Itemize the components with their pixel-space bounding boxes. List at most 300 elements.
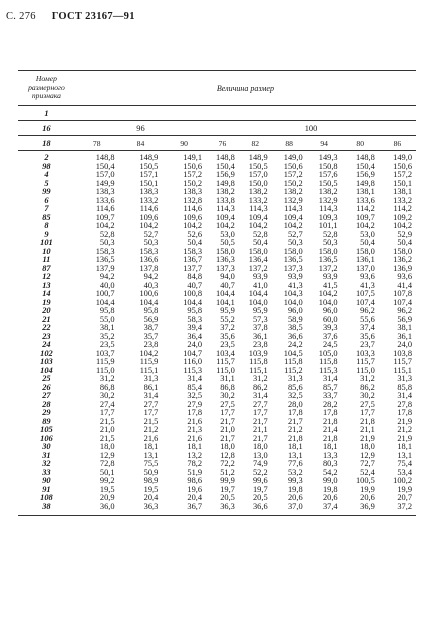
table-cell: 150,0 bbox=[248, 178, 268, 188]
table-cell: 24,0 bbox=[187, 340, 203, 349]
feature-number: 23 bbox=[42, 331, 51, 341]
table-cell: 40,3 bbox=[143, 280, 159, 290]
table-cell: 115,0 bbox=[356, 365, 375, 375]
table-cell: 95,8 bbox=[99, 306, 115, 315]
table-row bbox=[18, 367, 416, 376]
table-cell: 60,0 bbox=[322, 314, 338, 324]
table-cell: 104,2 bbox=[95, 221, 115, 230]
table-cell: 149,0 bbox=[283, 153, 303, 162]
size-label: 80 bbox=[356, 138, 364, 148]
table-cell: 13,1 bbox=[143, 450, 159, 460]
table-cell: 138,2 bbox=[216, 187, 235, 196]
table-cell: 23,8 bbox=[143, 340, 159, 349]
table-cell: 157,6 bbox=[318, 170, 338, 179]
table-row bbox=[18, 333, 416, 342]
table-cell: 157,2 bbox=[183, 170, 203, 179]
table-cell: 19,8 bbox=[322, 484, 338, 494]
table-cell: 50,4 bbox=[360, 238, 375, 247]
table-cell: 98,9 bbox=[143, 476, 159, 485]
table-cell: 86,1 bbox=[143, 382, 159, 392]
table-cell: 149,1 bbox=[183, 153, 203, 162]
table-cell: 53,4 bbox=[397, 467, 412, 477]
table-cell: 109,7 bbox=[355, 212, 375, 222]
table-cell: 20,4 bbox=[187, 493, 203, 502]
table-cell: 93,9 bbox=[322, 272, 338, 281]
feature-number: 90 bbox=[42, 476, 51, 485]
table-cell: 115,7 bbox=[393, 357, 412, 366]
table-cell: 84,8 bbox=[187, 272, 203, 281]
table-cell: 109,7 bbox=[95, 212, 115, 222]
table-cell: 17,7 bbox=[143, 408, 159, 417]
table-cell: 18,0 bbox=[360, 442, 375, 451]
table-cell: 52,8 bbox=[99, 229, 115, 239]
table-cell: 18,1 bbox=[187, 442, 203, 451]
table-cell: 109,6 bbox=[139, 212, 159, 222]
size-label: 82 bbox=[251, 138, 260, 148]
table-cell: 27,5 bbox=[360, 399, 375, 409]
table-cell: 36,4 bbox=[187, 331, 203, 341]
table-cell: 35,6 bbox=[360, 331, 375, 341]
table-cell: 137,0 bbox=[355, 263, 375, 273]
table-cell: 31,3 bbox=[143, 374, 159, 383]
feature-number: 87 bbox=[42, 263, 51, 273]
table-cell: 13,1 bbox=[397, 450, 412, 460]
table-cell: 100,2 bbox=[393, 476, 412, 485]
feature-number: 12 bbox=[42, 272, 51, 281]
table-cell: 104,0 bbox=[248, 297, 268, 307]
table-cell: 93,9 bbox=[252, 272, 268, 281]
feature-number: 6 bbox=[44, 195, 49, 205]
feature-number: 27 bbox=[42, 391, 51, 400]
table-row bbox=[18, 392, 416, 401]
table-cell: 36,9 bbox=[360, 501, 375, 511]
feature-number: 102 bbox=[40, 348, 53, 358]
feature-number: 32 bbox=[42, 459, 51, 468]
table-cell: 136,4 bbox=[248, 255, 268, 264]
table-cell: 19,9 bbox=[397, 484, 412, 494]
table-cell: 75,4 bbox=[397, 459, 412, 468]
feature-number: 7 bbox=[44, 204, 49, 213]
table-cell: 21,8 bbox=[360, 416, 375, 426]
table-cell: 115,0 bbox=[216, 365, 235, 375]
table-cell: 115,8 bbox=[319, 357, 338, 366]
table-row bbox=[18, 324, 416, 333]
feature-number: 108 bbox=[40, 493, 53, 502]
table-cell: 58,9 bbox=[287, 314, 303, 324]
table-cell: 27,7 bbox=[252, 399, 268, 409]
table-cell: 133,8 bbox=[216, 195, 235, 205]
table-cell: 31,3 bbox=[397, 374, 412, 383]
table-row bbox=[18, 409, 416, 418]
feature-number: 38 bbox=[42, 501, 51, 511]
table-cell: 150,8 bbox=[318, 161, 338, 171]
table-cell: 21,5 bbox=[99, 433, 115, 443]
table-cell: 27,7 bbox=[143, 399, 159, 409]
value-header: Величина размер bbox=[216, 83, 274, 93]
table-cell: 19,5 bbox=[143, 484, 159, 494]
table-cell: 99,3 bbox=[287, 476, 303, 485]
table-row bbox=[18, 222, 416, 231]
table-cell: 109,4 bbox=[248, 212, 268, 222]
table-cell: 18,1 bbox=[397, 442, 412, 451]
table-cell: 37,4 bbox=[322, 501, 338, 511]
table-cell: 72,7 bbox=[360, 459, 375, 468]
feature-number: 2 bbox=[44, 153, 49, 162]
table-cell: 133,6 bbox=[355, 195, 375, 205]
table-cell: 132,9 bbox=[283, 195, 303, 205]
table-cell: 115,9 bbox=[139, 357, 159, 366]
size-label: 78 bbox=[92, 138, 101, 148]
table-cell: 115,1 bbox=[393, 365, 412, 375]
table-cell: 99,0 bbox=[322, 476, 338, 485]
group-label: 100 bbox=[304, 123, 318, 133]
table-cell: 99,2 bbox=[99, 476, 115, 485]
table-cell: 41,3 bbox=[287, 280, 303, 290]
table-cell: 100,5 bbox=[355, 476, 375, 485]
table-cell: 150,1 bbox=[139, 178, 159, 188]
table-cell: 104,1 bbox=[216, 297, 235, 307]
table-cell: 19,7 bbox=[252, 484, 268, 494]
table-cell: 57,3 bbox=[252, 314, 268, 324]
table-cell: 137,9 bbox=[95, 263, 115, 273]
table-cell: 132,9 bbox=[318, 195, 338, 205]
table-cell: 104,0 bbox=[318, 297, 338, 307]
table-row bbox=[18, 384, 416, 393]
table-cell: 31,2 bbox=[360, 374, 375, 383]
table-cell: 17,8 bbox=[322, 408, 338, 417]
feature-number: 14 bbox=[42, 289, 51, 298]
table-cell: 149,8 bbox=[355, 178, 375, 188]
table-cell: 30,2 bbox=[360, 391, 375, 400]
feature-number: 20 bbox=[42, 306, 51, 315]
table-cell: 103,8 bbox=[393, 348, 412, 358]
table-row bbox=[18, 231, 416, 240]
table-cell: 86,8 bbox=[220, 382, 235, 392]
table-cell: 18,0 bbox=[99, 442, 115, 451]
table-cell: 13,1 bbox=[287, 450, 303, 460]
table-cell: 20,9 bbox=[99, 493, 115, 502]
table-cell: 115,7 bbox=[216, 357, 235, 366]
table-cell: 21,2 bbox=[143, 425, 159, 434]
feature-number: 85 bbox=[42, 212, 51, 222]
table-cell: 93,9 bbox=[287, 272, 303, 281]
feature-number: 99 bbox=[42, 187, 51, 196]
table-cell: 13,0 bbox=[252, 450, 268, 460]
table-cell: 103,3 bbox=[355, 348, 375, 358]
table-cell: 50,9 bbox=[143, 467, 159, 477]
table-cell: 35,7 bbox=[143, 331, 159, 341]
table-cell: 136,7 bbox=[183, 255, 203, 264]
table-cell: 28,0 bbox=[287, 399, 303, 409]
table-cell: 132,8 bbox=[183, 195, 203, 205]
table-row bbox=[18, 375, 416, 384]
table-row bbox=[18, 477, 416, 486]
table-cell: 27,4 bbox=[99, 399, 115, 409]
table-cell: 19,9 bbox=[360, 484, 375, 494]
table-cell: 50,3 bbox=[287, 238, 303, 247]
table-cell: 37,2 bbox=[397, 501, 412, 511]
table-cell: 32,5 bbox=[287, 391, 303, 400]
table-cell: 52,4 bbox=[360, 467, 375, 477]
size-label: 86 bbox=[393, 138, 402, 148]
table-row bbox=[18, 401, 416, 410]
table-cell: 30,2 bbox=[99, 391, 115, 400]
table-cell: 18,1 bbox=[322, 442, 338, 451]
table-cell: 37,0 bbox=[287, 501, 303, 511]
table-cell: 109,4 bbox=[283, 212, 303, 222]
table-cell: 72,2 bbox=[220, 459, 235, 468]
table-cell: 115,1 bbox=[249, 365, 268, 375]
table-cell: 50,3 bbox=[322, 238, 338, 247]
table-cell: 36,7 bbox=[187, 501, 203, 511]
table-cell: 20,7 bbox=[397, 493, 412, 502]
table-cell: 86,8 bbox=[99, 382, 115, 392]
table-cell: 72,8 bbox=[99, 459, 115, 468]
table-cell: 158,0 bbox=[216, 246, 235, 256]
table-cell: 12,8 bbox=[220, 450, 235, 460]
feature-number: 33 bbox=[42, 467, 51, 477]
table-cell: 158,0 bbox=[248, 246, 268, 256]
table-row bbox=[18, 307, 416, 316]
table-cell: 136,3 bbox=[216, 255, 235, 264]
feature-number: 5 bbox=[44, 178, 49, 188]
table-cell: 137,3 bbox=[216, 263, 235, 273]
table-cell: 85,8 bbox=[397, 382, 412, 392]
table-cell: 52,9 bbox=[397, 229, 412, 239]
table-cell: 40,7 bbox=[220, 280, 235, 290]
table-cell: 103,7 bbox=[95, 348, 115, 358]
table-cell: 17,8 bbox=[397, 408, 412, 417]
table-cell: 55,6 bbox=[360, 314, 375, 324]
table-cell: 104,3 bbox=[283, 289, 303, 298]
table-cell: 104,2 bbox=[139, 221, 159, 230]
table-cell: 156,9 bbox=[216, 170, 235, 179]
table-cell: 24,0 bbox=[397, 340, 412, 349]
table-cell: 115,1 bbox=[139, 365, 159, 375]
table-cell: 21,5 bbox=[99, 416, 115, 426]
table-cell: 104,2 bbox=[393, 221, 412, 230]
table-cell: 41,5 bbox=[322, 280, 338, 290]
table-cell: 96,2 bbox=[360, 306, 375, 315]
table-cell: 104,4 bbox=[183, 297, 203, 307]
table-cell: 148,8 bbox=[355, 153, 375, 162]
table-cell: 21,9 bbox=[397, 433, 412, 443]
feature-number: 103 bbox=[40, 357, 53, 366]
feature-number: 29 bbox=[42, 408, 51, 417]
table-cell: 114,6 bbox=[139, 204, 159, 213]
feature-number: 24 bbox=[42, 340, 51, 349]
table-cell: 13,3 bbox=[322, 450, 338, 460]
table-cell: 50,4 bbox=[187, 238, 203, 247]
table-cell: 136,5 bbox=[318, 255, 338, 264]
table-cell: 21,0 bbox=[220, 425, 235, 434]
feature-number: 28 bbox=[42, 399, 51, 409]
table-cell: 115,8 bbox=[249, 357, 268, 366]
table-cell: 50,1 bbox=[99, 467, 115, 477]
table-cell: 107,8 bbox=[393, 289, 412, 298]
table-cell: 21,7 bbox=[287, 416, 303, 426]
table-cell: 21,3 bbox=[187, 425, 203, 434]
table-cell: 86,2 bbox=[360, 382, 375, 392]
table-cell: 21,9 bbox=[397, 416, 412, 426]
table-cell: 157,2 bbox=[393, 170, 412, 179]
table-cell: 55,0 bbox=[99, 314, 115, 324]
table-cell: 136,1 bbox=[355, 255, 375, 264]
feature-number: 4 bbox=[44, 170, 49, 179]
table-cell: 52,8 bbox=[322, 229, 338, 239]
table-cell: 75,5 bbox=[143, 459, 159, 468]
table-row bbox=[18, 426, 416, 435]
table-cell: 114,2 bbox=[393, 204, 412, 213]
table-cell: 41,3 bbox=[360, 280, 375, 290]
table-cell: 20,6 bbox=[360, 493, 375, 502]
table-cell: 38,1 bbox=[397, 323, 412, 332]
table-cell: 157,1 bbox=[139, 170, 159, 179]
table-cell: 109,4 bbox=[216, 212, 235, 222]
table-cell: 20,6 bbox=[287, 493, 303, 502]
group-label: 96 bbox=[136, 123, 145, 133]
table-cell: 96,2 bbox=[397, 306, 412, 315]
table-cell: 114,6 bbox=[183, 204, 203, 213]
table-cell: 133,6 bbox=[95, 195, 115, 205]
table-cell: 138,3 bbox=[139, 187, 159, 196]
table-cell: 41,4 bbox=[397, 280, 412, 290]
table-cell: 38,5 bbox=[287, 323, 303, 332]
table-cell: 158,0 bbox=[393, 246, 412, 256]
table-cell: 55,2 bbox=[220, 314, 235, 324]
table-cell: 50,3 bbox=[143, 238, 159, 247]
table-cell: 115,2 bbox=[284, 365, 303, 375]
table-cell: 138,2 bbox=[283, 187, 303, 196]
table-cell: 115,3 bbox=[319, 365, 338, 375]
table-cell: 21,8 bbox=[322, 433, 338, 443]
feature-number: 105 bbox=[40, 425, 53, 434]
table-cell: 107,4 bbox=[355, 297, 375, 307]
table-cell: 36,3 bbox=[220, 501, 235, 511]
table-cell: 18,1 bbox=[287, 442, 303, 451]
table-cell: 104,2 bbox=[183, 221, 203, 230]
table-cell: 23,7 bbox=[360, 340, 375, 349]
table-cell: 21,7 bbox=[252, 416, 268, 426]
table-cell: 86,2 bbox=[252, 382, 268, 392]
table-cell: 136,5 bbox=[283, 255, 303, 264]
table-cell: 54,2 bbox=[322, 467, 338, 477]
table-cell: 52,6 bbox=[187, 229, 203, 239]
table-cell: 138,1 bbox=[393, 187, 412, 196]
table-cell: 114,6 bbox=[96, 204, 115, 213]
table-cell: 148,8 bbox=[95, 153, 115, 162]
table-cell: 95,9 bbox=[252, 306, 268, 315]
table-cell: 37,2 bbox=[220, 323, 235, 332]
table-cell: 41,0 bbox=[252, 280, 268, 290]
table-cell: 114,3 bbox=[249, 204, 268, 213]
table-cell: 96,0 bbox=[287, 306, 303, 315]
table-cell: 17,7 bbox=[360, 408, 375, 417]
table-cell: 19,6 bbox=[187, 484, 203, 494]
table-cell: 19,7 bbox=[220, 484, 235, 494]
table-cell: 137,3 bbox=[283, 263, 303, 273]
table-cell: 149,3 bbox=[318, 153, 338, 162]
table-cell: 21,6 bbox=[143, 433, 159, 443]
table-cell: 104,4 bbox=[139, 297, 159, 307]
table-cell: 104,2 bbox=[216, 221, 235, 230]
table-cell: 52,8 bbox=[252, 229, 268, 239]
table-cell: 85,7 bbox=[322, 382, 338, 392]
table-cell: 100,7 bbox=[95, 289, 115, 298]
table-cell: 27,5 bbox=[220, 399, 235, 409]
table-cell: 21,0 bbox=[99, 425, 115, 434]
table-cell: 21,2 bbox=[287, 425, 303, 434]
table-cell: 50,5 bbox=[220, 238, 235, 247]
table-cell: 115,8 bbox=[284, 357, 303, 366]
table-cell: 136,9 bbox=[393, 263, 412, 273]
row-key-16: 16 bbox=[42, 123, 51, 133]
table-row bbox=[18, 418, 416, 427]
table-cell: 50,4 bbox=[397, 238, 412, 247]
table-cell: 104,2 bbox=[248, 221, 268, 230]
table-cell: 148,9 bbox=[139, 153, 159, 162]
table-cell: 53,0 bbox=[360, 229, 375, 239]
table-cell: 138,2 bbox=[318, 187, 338, 196]
table-cell: 138,2 bbox=[248, 187, 268, 196]
table-cell: 24,5 bbox=[322, 340, 338, 349]
table-cell: 98,6 bbox=[187, 476, 203, 485]
table-row bbox=[18, 452, 416, 461]
table-cell: 136,2 bbox=[393, 255, 412, 264]
table-cell: 104,2 bbox=[318, 289, 338, 298]
table-cell: 150,4 bbox=[216, 161, 235, 171]
table-cell: 150,5 bbox=[248, 161, 268, 171]
table-cell: 114,3 bbox=[216, 204, 235, 213]
table-cell: 109,2 bbox=[393, 212, 412, 222]
table-cell: 150,2 bbox=[183, 178, 203, 188]
table-cell: 150,5 bbox=[139, 161, 159, 171]
table-cell: 158,0 bbox=[283, 246, 303, 256]
table-cell: 115,0 bbox=[96, 365, 115, 375]
table-cell: 21,7 bbox=[220, 416, 235, 426]
table-cell: 12,9 bbox=[360, 450, 375, 460]
table-cell: 20,6 bbox=[322, 493, 338, 502]
table-cell: 17,7 bbox=[99, 408, 115, 417]
table-cell: 21,7 bbox=[220, 433, 235, 443]
table-cell: 136,6 bbox=[139, 255, 159, 264]
feature-number: 101 bbox=[40, 238, 53, 247]
table-cell: 157,0 bbox=[95, 170, 115, 179]
table-cell: 104,7 bbox=[183, 348, 203, 358]
table-cell: 21,8 bbox=[287, 433, 303, 443]
table-cell: 39,4 bbox=[187, 323, 203, 332]
table-cell: 37,4 bbox=[360, 323, 375, 332]
table-cell: 149,9 bbox=[95, 178, 115, 188]
feature-number: 91 bbox=[42, 484, 51, 494]
table-cell: 99,6 bbox=[252, 476, 268, 485]
table-cell: 104,2 bbox=[283, 221, 303, 230]
table-cell: 74,9 bbox=[252, 459, 268, 468]
table-cell: 85,4 bbox=[187, 382, 203, 392]
feature-number: 30 bbox=[42, 442, 51, 451]
table-row bbox=[18, 299, 416, 308]
table-cell: 94,2 bbox=[99, 272, 115, 281]
table-cell: 21,9 bbox=[360, 433, 375, 443]
page-number: 276 bbox=[19, 11, 36, 22]
feature-number: 21 bbox=[42, 314, 51, 324]
table-cell: 158,0 bbox=[318, 246, 338, 256]
table-cell: 17,7 bbox=[220, 408, 235, 417]
feature-number: 89 bbox=[42, 416, 51, 426]
table-cell: 13,2 bbox=[187, 450, 203, 460]
size-label: 90 bbox=[180, 138, 188, 148]
table-cell: 36,1 bbox=[397, 331, 412, 341]
